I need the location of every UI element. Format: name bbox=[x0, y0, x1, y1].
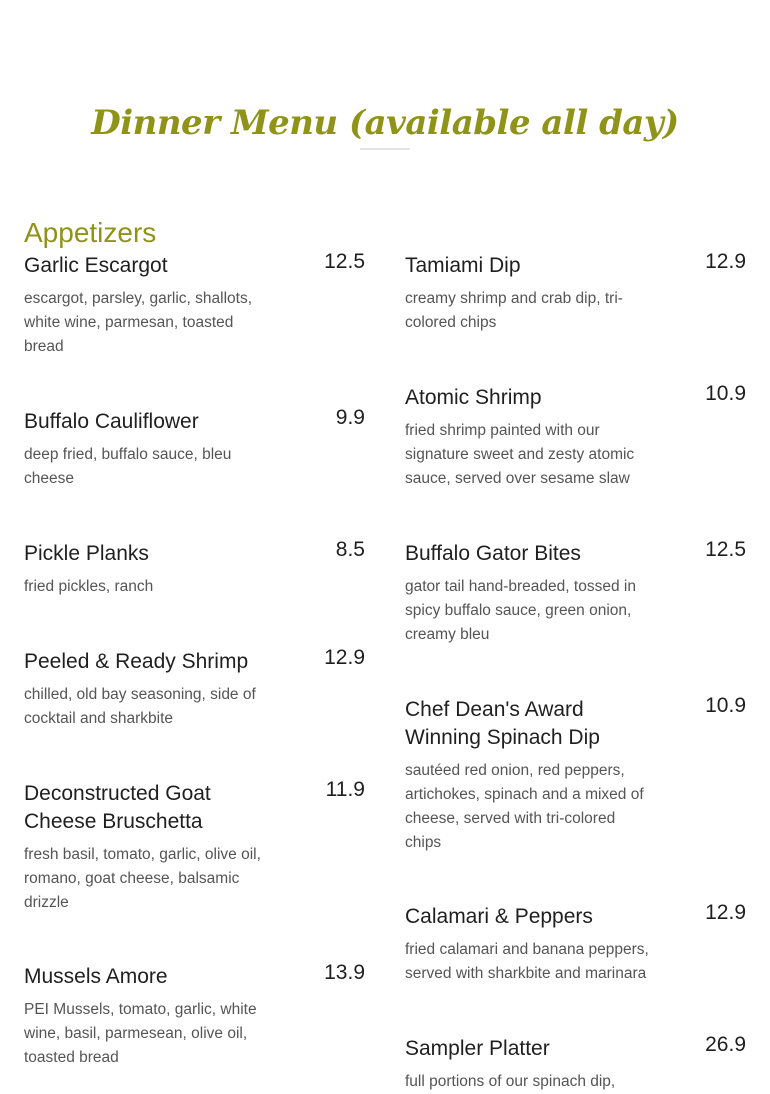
item-price: 8.5 bbox=[335, 538, 365, 561]
menu-item-goat-cheese-bruschetta bbox=[24, 780, 366, 915]
item-price: 12.5 bbox=[324, 250, 365, 273]
item-description: fresh basil, tomato, garlic, olive oil, romano, goat cheese, balsamic drizzle bbox=[24, 846, 261, 911]
item-name: Calamari & Peppers bbox=[405, 905, 593, 928]
item-price: 9.9 bbox=[335, 406, 365, 429]
item-price: 13.9 bbox=[324, 961, 365, 984]
item-description: deep fried, buffalo sauce, bleu cheese bbox=[24, 446, 232, 487]
page-title: Dinner Menu (available all day) bbox=[91, 102, 679, 143]
item-description: fried shrimp painted with our signature sweet and zesty atomic sauce, served over sesame slaw bbox=[405, 422, 635, 487]
menu-item-pickle-planks bbox=[24, 540, 366, 599]
menu-item-spinach-dip bbox=[405, 696, 747, 855]
item-price: 11.9 bbox=[325, 778, 365, 801]
menu-item-buffalo-gator-bites bbox=[405, 540, 747, 647]
item-description: sautéed red onion, red peppers, artichokes, spinach and a mixed of cheese, served with tri-colored chips bbox=[405, 762, 644, 851]
item-name: Deconstructed Goat Cheese Bruschetta bbox=[24, 782, 211, 833]
item-price: 12.5 bbox=[705, 538, 746, 561]
menu-item-tamiami-dip bbox=[405, 252, 747, 335]
menu-item-atomic-shrimp bbox=[405, 384, 747, 491]
item-description: creamy shrimp and crab dip, tri-colored chips bbox=[405, 290, 623, 331]
title-divider bbox=[360, 148, 410, 150]
item-name: Pickle Planks bbox=[24, 542, 149, 565]
item-price: 12.9 bbox=[324, 646, 365, 669]
item-name: Peeled & Ready Shrimp bbox=[24, 650, 249, 673]
item-name: Buffalo Cauliflower bbox=[24, 410, 199, 433]
item-description: chilled, old bay seasoning, side of cocktail and sharkbite bbox=[24, 686, 256, 727]
item-description: full portions of our spinach dip, bbox=[405, 1073, 616, 1090]
item-price: 12.9 bbox=[705, 901, 746, 924]
item-price: 12.9 bbox=[705, 250, 746, 273]
item-description: escargot, parsley, garlic, shallots, white wine, parmesan, toasted bread bbox=[24, 290, 253, 355]
item-price: 26.9 bbox=[705, 1033, 746, 1056]
item-description: fried calamari and banana peppers, served with sharkbite and marinara bbox=[405, 941, 649, 982]
item-description: fried pickles, ranch bbox=[24, 578, 154, 595]
menu-item-sampler-platter bbox=[405, 1035, 747, 1094]
menu-item-buffalo-cauliflower bbox=[24, 408, 366, 491]
menu-item-mussels-amore bbox=[24, 963, 366, 1070]
item-name: Atomic Shrimp bbox=[405, 386, 542, 409]
item-name: Garlic Escargot bbox=[24, 254, 168, 277]
item-name: Chef Dean's Award Winning Spinach Dip bbox=[405, 698, 600, 749]
item-name: Mussels Amore bbox=[24, 965, 168, 988]
section-heading-appetizers: Appetizers bbox=[24, 217, 157, 249]
menu-item-calamari-peppers bbox=[405, 903, 747, 986]
item-name: Buffalo Gator Bites bbox=[405, 542, 581, 565]
menu-item-peeled-ready-shrimp bbox=[24, 648, 366, 731]
item-description: PEI Mussels, tomato, garlic, white wine, basil, parmesean, olive oil, toasted bread bbox=[24, 1001, 257, 1066]
item-name: Tamiami Dip bbox=[405, 254, 521, 277]
item-price: 10.9 bbox=[705, 382, 746, 405]
menu-item-garlic-escargot bbox=[24, 252, 366, 359]
item-price: 10.9 bbox=[705, 694, 746, 717]
item-name: Sampler Platter bbox=[405, 1037, 550, 1060]
item-description: gator tail hand-breaded, tossed in spicy buffalo sauce, green onion, creamy bleu bbox=[405, 578, 636, 643]
